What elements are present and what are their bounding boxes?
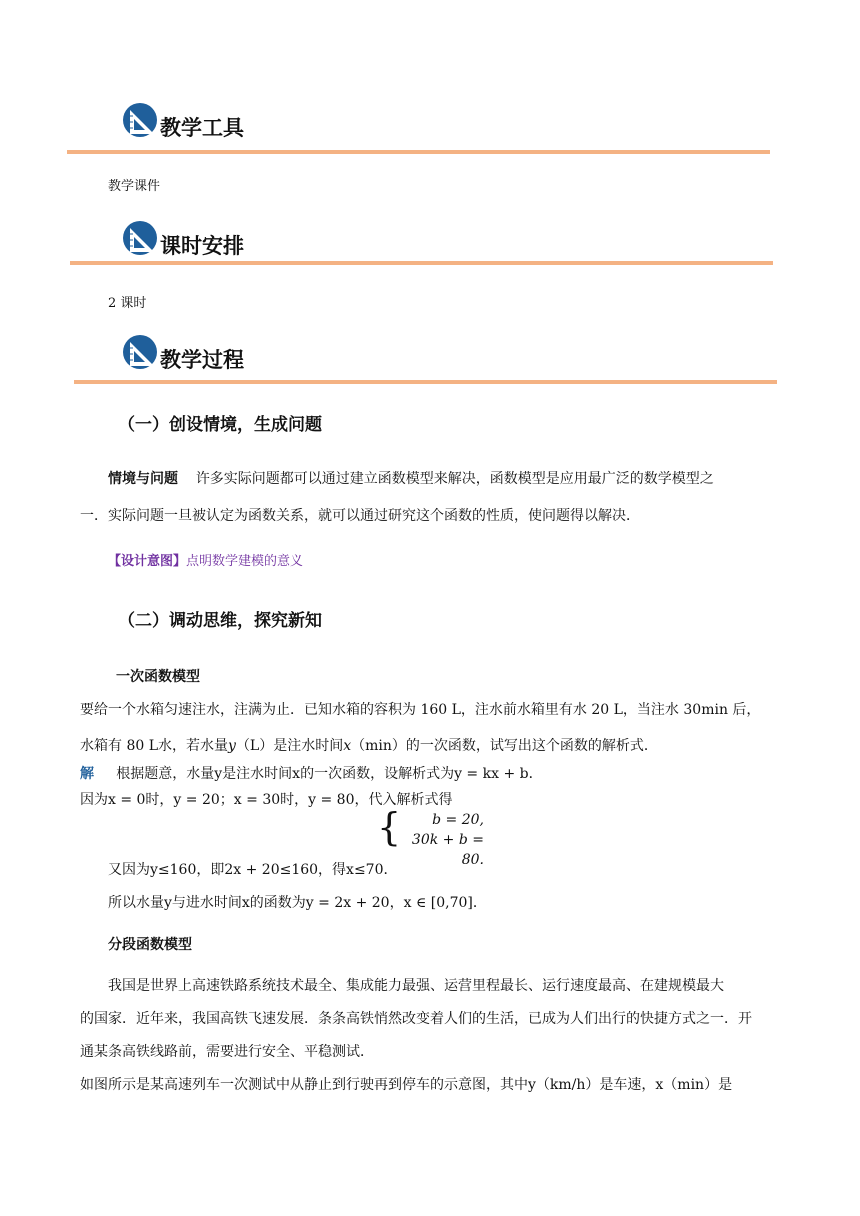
problem-line bbox=[80, 728, 800, 764]
section-divider bbox=[67, 150, 770, 154]
problem-text: 水箱有 80 L水，若水量 bbox=[80, 738, 229, 754]
part-heading: （二）调动思维，探究新知 bbox=[118, 611, 322, 631]
section-divider bbox=[70, 261, 773, 265]
rail-line: 如图所示是某高速列车一次测试中从静止到行驶再到停车的示意图，其中y（km/h）是车速，x（min）是 bbox=[80, 1077, 733, 1093]
system-brace: { bbox=[377, 805, 402, 849]
part-heading: （一）创设情境，生成问题 bbox=[118, 415, 322, 435]
solution-text: 根据题意，水量y是注水时间x的一次函数，设解析式为y = kx + b． bbox=[116, 766, 543, 782]
section-content: 教学课件 bbox=[108, 179, 161, 194]
section-divider bbox=[74, 380, 777, 384]
rail-line: 我国是世界上高速铁路系统技术最全、集成能力最强、运营里程最长、运行速度最高、在建规模最大 bbox=[108, 978, 724, 994]
var-y: y bbox=[228, 738, 236, 754]
problem-line: 要给一个水箱匀速注水，注满为止．已知水箱的容积为 160 L，注水前水箱里有水 20 L，当注水 30min 后， bbox=[80, 702, 761, 718]
subheading-linear: 一次函数模型 bbox=[116, 669, 200, 685]
situation-text: 许多实际问题都可以通过建立函数模型来解决，函数模型是应用最广泛的数学模型之 bbox=[195, 471, 714, 487]
var-x: x bbox=[343, 738, 352, 754]
rail-paragraph bbox=[80, 970, 800, 1102]
rail-line: 的国家．近年来，我国高铁飞速发展．条条高铁悄然改变着人们的生活，已成为人们出行的快捷方式之一．开 bbox=[80, 1011, 752, 1027]
rail-line: 通某条高铁线路前，需要进行安全、平稳测试． bbox=[80, 1044, 374, 1060]
section-title: 课时安排 bbox=[160, 234, 244, 258]
set-square-icon bbox=[122, 220, 162, 260]
solution-text: 所以水量y与进水时间x的函数为y = 2x + 20，x ∈ [0,70]． bbox=[108, 895, 487, 911]
situation-label: 情境与问题 bbox=[108, 471, 178, 487]
solution-text: 因为x = 0时，y = 20；x = 30时，y = 80，代入解析式得 bbox=[80, 792, 453, 808]
set-square-icon bbox=[122, 102, 162, 142]
design-intent-text: 点明数学建模的意义 bbox=[186, 554, 304, 569]
situation-paragraph bbox=[80, 461, 790, 535]
solution-label: 解 bbox=[80, 766, 94, 782]
subheading-piecewise: 分段函数模型 bbox=[108, 937, 192, 953]
solution-text: 又因为y≤160，即2x + 20≤160，得x≤70． bbox=[108, 862, 398, 878]
section-title: 教学过程 bbox=[160, 348, 244, 372]
set-square-icon bbox=[122, 334, 162, 374]
design-intent bbox=[108, 550, 303, 569]
situation-text-cont: 一．实际问题一旦被认定为函数关系，就可以通过研究这个函数的性质，使问题得以解决． bbox=[80, 508, 640, 524]
section-header-process bbox=[122, 334, 782, 378]
problem-text: （min）的一次函数，试写出这个函数的解析式． bbox=[351, 738, 658, 754]
problem-text: （L）是注水时间 bbox=[235, 738, 344, 754]
solution-block bbox=[80, 761, 800, 813]
section-header-schedule bbox=[122, 220, 782, 264]
equation: b = 20, bbox=[432, 812, 484, 828]
solution-block-cont bbox=[108, 854, 798, 920]
problem-paragraph bbox=[80, 692, 800, 764]
section-content: 2 课时 bbox=[108, 296, 147, 311]
design-intent-label: 【设计意图】 bbox=[108, 554, 187, 569]
section-header-tools bbox=[122, 102, 782, 146]
equation: 30k + b = 80. bbox=[411, 832, 484, 868]
section-title: 教学工具 bbox=[160, 116, 244, 140]
